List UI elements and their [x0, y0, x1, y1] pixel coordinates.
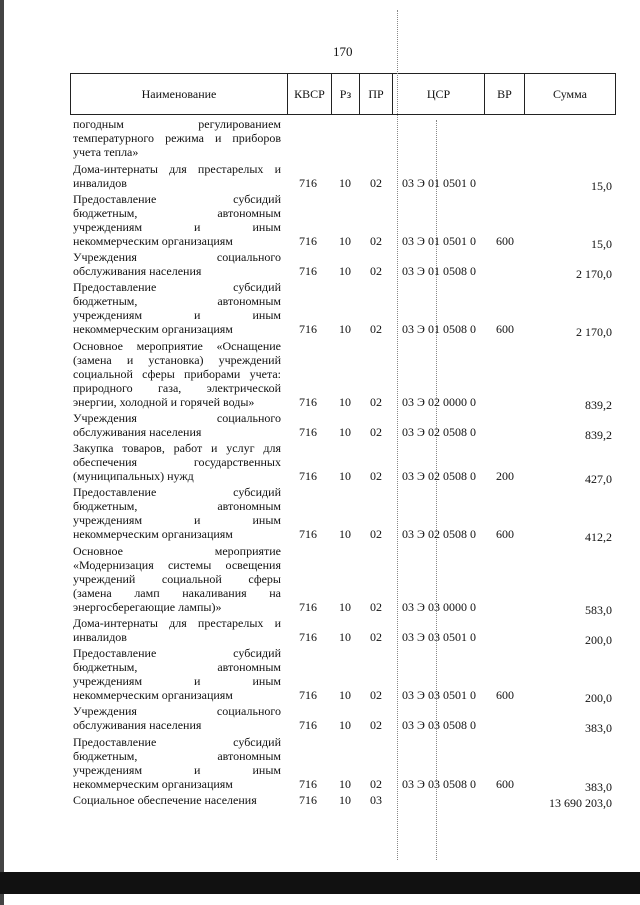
- row-csr: 03 Э 02 0508 0: [402, 469, 476, 483]
- table-row: [0, 162, 640, 193]
- row-name-line: Предоставление субсидий: [73, 485, 281, 499]
- row-sum: 427,0: [585, 472, 612, 486]
- row-name-line: социальной сферы приборами учета:: [73, 367, 281, 381]
- row-pr: 02: [370, 527, 382, 541]
- table-row: [0, 793, 640, 810]
- row-name-line: некоммерческим организациям: [73, 688, 233, 702]
- row-name-line: Дома-интернаты для престарелых и: [73, 162, 281, 176]
- table-row: [0, 616, 640, 647]
- row-name-line: инвалидов: [73, 630, 127, 644]
- table-row: [0, 339, 640, 412]
- row-csr: 03 Э 01 0501 0: [402, 234, 476, 248]
- scan-border: [0, 872, 640, 894]
- row-pr: 02: [370, 264, 382, 278]
- row-rz: 10: [339, 600, 351, 614]
- row-name-line: бюджетным, автономным: [73, 206, 281, 220]
- row-csr: 03 Э 01 0508 0: [402, 322, 476, 336]
- row-sum: 13 690 203,0: [549, 796, 612, 810]
- row-sum: 200,0: [585, 633, 612, 647]
- row-kvsr: 716: [299, 688, 317, 702]
- row-name-line: Предоставление субсидий: [73, 192, 281, 206]
- row-name-line: бюджетным, автономным: [73, 294, 281, 308]
- row-rz: 10: [339, 234, 351, 248]
- row-name-line: Предоставление субсидий: [73, 735, 281, 749]
- row-sum: 15,0: [591, 237, 612, 251]
- table-row: [0, 485, 640, 544]
- row-name-line: Социальное обеспечение населения: [73, 793, 257, 807]
- row-pr: 02: [370, 176, 382, 190]
- row-sum: 383,0: [585, 780, 612, 794]
- row-kvsr: 716: [299, 527, 317, 541]
- table-row: [0, 192, 640, 251]
- row-kvsr: 716: [299, 176, 317, 190]
- row-csr: 03 Э 01 0508 0: [402, 264, 476, 278]
- row-csr: 03 Э 02 0508 0: [402, 527, 476, 541]
- row-sum: 383,0: [585, 721, 612, 735]
- row-pr: 02: [370, 718, 382, 732]
- row-kvsr: 716: [299, 793, 317, 807]
- row-csr: 03 Э 01 0501 0: [402, 176, 476, 190]
- header-rz: Рз: [331, 73, 359, 115]
- row-sum: 2 170,0: [576, 325, 612, 339]
- row-vr: 600: [496, 777, 514, 791]
- row-sum: 200,0: [585, 691, 612, 705]
- row-vr: 600: [496, 527, 514, 541]
- row-name-line: Учреждения социального: [73, 250, 281, 264]
- row-name-line: учреждениям и иным: [73, 308, 281, 322]
- row-pr: 02: [370, 777, 382, 791]
- row-rz: 10: [339, 425, 351, 439]
- row-pr: 02: [370, 395, 382, 409]
- row-name-line: учреждений социальной сферы: [73, 572, 281, 586]
- row-vr: 600: [496, 234, 514, 248]
- row-kvsr: 716: [299, 425, 317, 439]
- row-name-line: (замена и установка) учреждений: [73, 353, 281, 367]
- row-name-line: бюджетным, автономным: [73, 660, 281, 674]
- table-row: [0, 441, 640, 486]
- row-name-line: бюджетным, автономным: [73, 749, 281, 763]
- row-kvsr: 716: [299, 630, 317, 644]
- row-name-line: Учреждения социального: [73, 704, 281, 718]
- row-name-line: погодным регулированием: [73, 117, 281, 131]
- row-name-line: Учреждения социального: [73, 411, 281, 425]
- row-name-line: учета тепла»: [73, 145, 139, 159]
- row-rz: 10: [339, 630, 351, 644]
- row-rz: 10: [339, 777, 351, 791]
- row-csr: 03 Э 03 0508 0: [402, 718, 476, 732]
- row-name-line: температурного режима и приборов: [73, 131, 281, 145]
- row-name-line: природного газа, электрической: [73, 381, 281, 395]
- row-kvsr: 716: [299, 718, 317, 732]
- table-row: [0, 411, 640, 442]
- row-kvsr: 716: [299, 777, 317, 791]
- row-sum: 15,0: [591, 179, 612, 193]
- table-row: [0, 735, 640, 794]
- table-row: [0, 646, 640, 705]
- table-row: [0, 544, 640, 617]
- row-name-line: Основное мероприятие: [73, 544, 281, 558]
- row-name-line: некоммерческим организациям: [73, 777, 233, 791]
- row-name-line: инвалидов: [73, 176, 127, 190]
- row-kvsr: 716: [299, 600, 317, 614]
- row-rz: 10: [339, 322, 351, 336]
- row-rz: 10: [339, 718, 351, 732]
- row-pr: 02: [370, 425, 382, 439]
- table-row: [0, 250, 640, 281]
- row-name-line: «Модернизация системы освещения: [73, 558, 281, 572]
- row-kvsr: 716: [299, 469, 317, 483]
- row-csr: 03 Э 03 0508 0: [402, 777, 476, 791]
- row-sum: 2 170,0: [576, 267, 612, 281]
- row-csr: 03 Э 03 0501 0: [402, 688, 476, 702]
- row-name-line: некоммерческим организациям: [73, 322, 233, 336]
- row-rz: 10: [339, 176, 351, 190]
- row-pr: 02: [370, 600, 382, 614]
- row-name-line: учреждениям и иным: [73, 220, 281, 234]
- row-name-line: учреждениям и иным: [73, 674, 281, 688]
- row-vr: 600: [496, 322, 514, 336]
- row-csr: 03 Э 03 0501 0: [402, 630, 476, 644]
- row-sum: 839,2: [585, 428, 612, 442]
- header-pr: ПР: [359, 73, 392, 115]
- row-sum: 839,2: [585, 398, 612, 412]
- row-vr: 200: [496, 469, 514, 483]
- row-name-line: энергии, холодной и горячей воды»: [73, 395, 255, 409]
- row-name-line: обслуживания населения: [73, 425, 202, 439]
- row-kvsr: 716: [299, 264, 317, 278]
- row-name-line: (муниципальных) нужд: [73, 469, 194, 483]
- row-name-line: (замена ламп накаливания на: [73, 586, 281, 600]
- row-name-line: бюджетным, автономным: [73, 499, 281, 513]
- row-name-line: Дома-интернаты для престарелых и: [73, 616, 281, 630]
- row-pr: 03: [370, 793, 382, 807]
- row-rz: 10: [339, 469, 351, 483]
- table-row: [0, 280, 640, 339]
- header-csr: ЦСР: [392, 73, 484, 115]
- row-name-line: некоммерческим организациям: [73, 527, 233, 541]
- row-name-line: обслуживания населения: [73, 718, 202, 732]
- header-name: Наименование: [70, 73, 287, 115]
- row-name-line: обслуживания населения: [73, 264, 202, 278]
- row-name-line: энергосберегающие лампы)»: [73, 600, 222, 614]
- row-name-line: Предоставление субсидий: [73, 280, 281, 294]
- row-name-line: учреждениям и иным: [73, 513, 281, 527]
- row-pr: 02: [370, 630, 382, 644]
- header-vr: ВР: [484, 73, 524, 115]
- row-csr: 03 Э 02 0508 0: [402, 425, 476, 439]
- row-kvsr: 716: [299, 234, 317, 248]
- table-row: [0, 704, 640, 735]
- table-row: [0, 117, 640, 159]
- row-pr: 02: [370, 688, 382, 702]
- row-rz: 10: [339, 793, 351, 807]
- row-rz: 10: [339, 688, 351, 702]
- page-number: 170: [333, 44, 353, 59]
- header-sum: Сумма: [524, 73, 616, 115]
- row-csr: 03 Э 03 0000 0: [402, 600, 476, 614]
- row-pr: 02: [370, 234, 382, 248]
- row-csr: 03 Э 02 0000 0: [402, 395, 476, 409]
- row-vr: 600: [496, 688, 514, 702]
- row-name-line: Закупка товаров, работ и услуг для: [73, 441, 281, 455]
- row-rz: 10: [339, 395, 351, 409]
- row-name-line: некоммерческим организациям: [73, 234, 233, 248]
- row-name-line: учреждениям и иным: [73, 763, 281, 777]
- row-sum: 583,0: [585, 603, 612, 617]
- row-name-line: Основное мероприятие «Оснащение: [73, 339, 281, 353]
- row-kvsr: 716: [299, 395, 317, 409]
- row-rz: 10: [339, 264, 351, 278]
- row-kvsr: 716: [299, 322, 317, 336]
- row-name-line: обеспечения государственных: [73, 455, 281, 469]
- row-rz: 10: [339, 527, 351, 541]
- row-name-line: Предоставление субсидий: [73, 646, 281, 660]
- header-kvsr: КВСР: [287, 73, 331, 115]
- row-pr: 02: [370, 322, 382, 336]
- row-pr: 02: [370, 469, 382, 483]
- row-sum: 412,2: [585, 530, 612, 544]
